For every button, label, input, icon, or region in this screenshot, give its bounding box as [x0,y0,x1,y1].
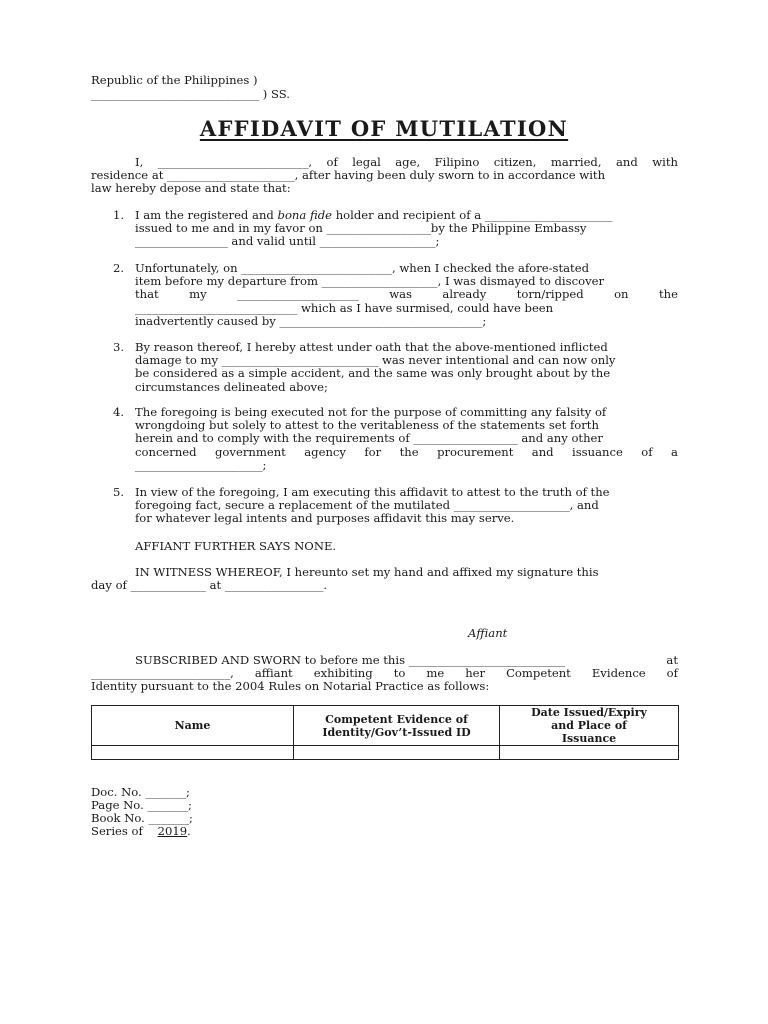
affiant-label: Affiant [468,626,508,640]
column-header-evidence: Competent Evidence of Identity/Gov’t-Issued ID [294,706,500,746]
item-4-paragraph: The foregoing is being executed not for the purpose of committing any falsity of wrongdoing but solely to attest to the veritableness of the statements set forth herein and to comply with the requirements of __________________ and any other concerned government agency for the procurement and issuance of a ______________________; [135,405,678,472]
affiant-further-says-none: AFFIANT FURTHER SAYS NONE. [135,539,337,553]
item-number: 5. [113,485,125,499]
item-3-paragraph: By reason thereof, I hereby attest under oath that the above-mentioned inflicted damage to my ___________________________ was never intentional and can now only be considered as a simple accident, and the same was only brought about by the circumstances delineated above; [135,340,616,394]
doc-number: Doc. No. _______; [91,785,190,799]
series-year: 2019 [157,824,188,838]
subscribed-paragraph: SUBSCRIBED AND SWORN to before me this ___________________________ at ________________________, affiant exhibiting to me her Competent Evidence of Identity pursuant to the 2004 Rules on Notarial Practice as follows: [91,653,678,694]
identity-table [91,705,679,760]
venue-line-1: Republic of the Philippines ) [91,73,258,87]
item-number: 4. [113,405,125,419]
item-2-paragraph: Unfortunately, on __________________________, when I checked the afore-stated item before my departure from ____________________, I was dismayed to discover that my _____________________ was already torn/ripped on the ____________________________ which as I have surmised, could have been inadvertently caused by ___________________________________; [135,261,678,328]
series-line: Series of 2019. [91,824,191,838]
table-cell[interactable] [294,746,500,760]
item-number: 2. [113,261,125,275]
table-cell[interactable] [92,746,294,760]
intro-paragraph: I, __________________________, of legal age, Filipino citizen, married, and with residence at ______________________, after having been duly sworn to in accordance with law hereby depose and state that: [91,155,678,196]
item-number: 3. [113,340,125,354]
table-row [92,746,679,760]
column-header-date-issued: Date Issued/Expiry and Place of Issuance [500,706,679,746]
page-number: Page No. _______; [91,798,192,812]
document-title: AFFIDAVIT OF MUTILATION [199,116,569,141]
item-number: 1. [113,208,125,222]
item-5-paragraph: In view of the foregoing, I am executing this affidavit to attest to the truth of the foregoing fact, secure a replacement of the mutilated ____________________, and for whatever legal intents and purposes affidavit this may serve. [135,485,610,526]
venue-line-2: _____________________________ ) SS. [91,87,290,101]
table-header-row [92,706,679,746]
item-1-paragraph: I am the registered and bona fide holder and recipient of a ______________________ issued to me and in my favor on __________________by the Philippine Embassy ________________ and valid until ____________________; [135,208,613,249]
book-number: Book No. _______; [91,811,193,825]
witness-paragraph: IN WITNESS WHEREOF, I hereunto set my hand and affixed my signature this day of _____________ at _________________. [91,565,599,593]
column-header-name: Name [92,706,294,746]
table-cell[interactable] [500,746,679,760]
